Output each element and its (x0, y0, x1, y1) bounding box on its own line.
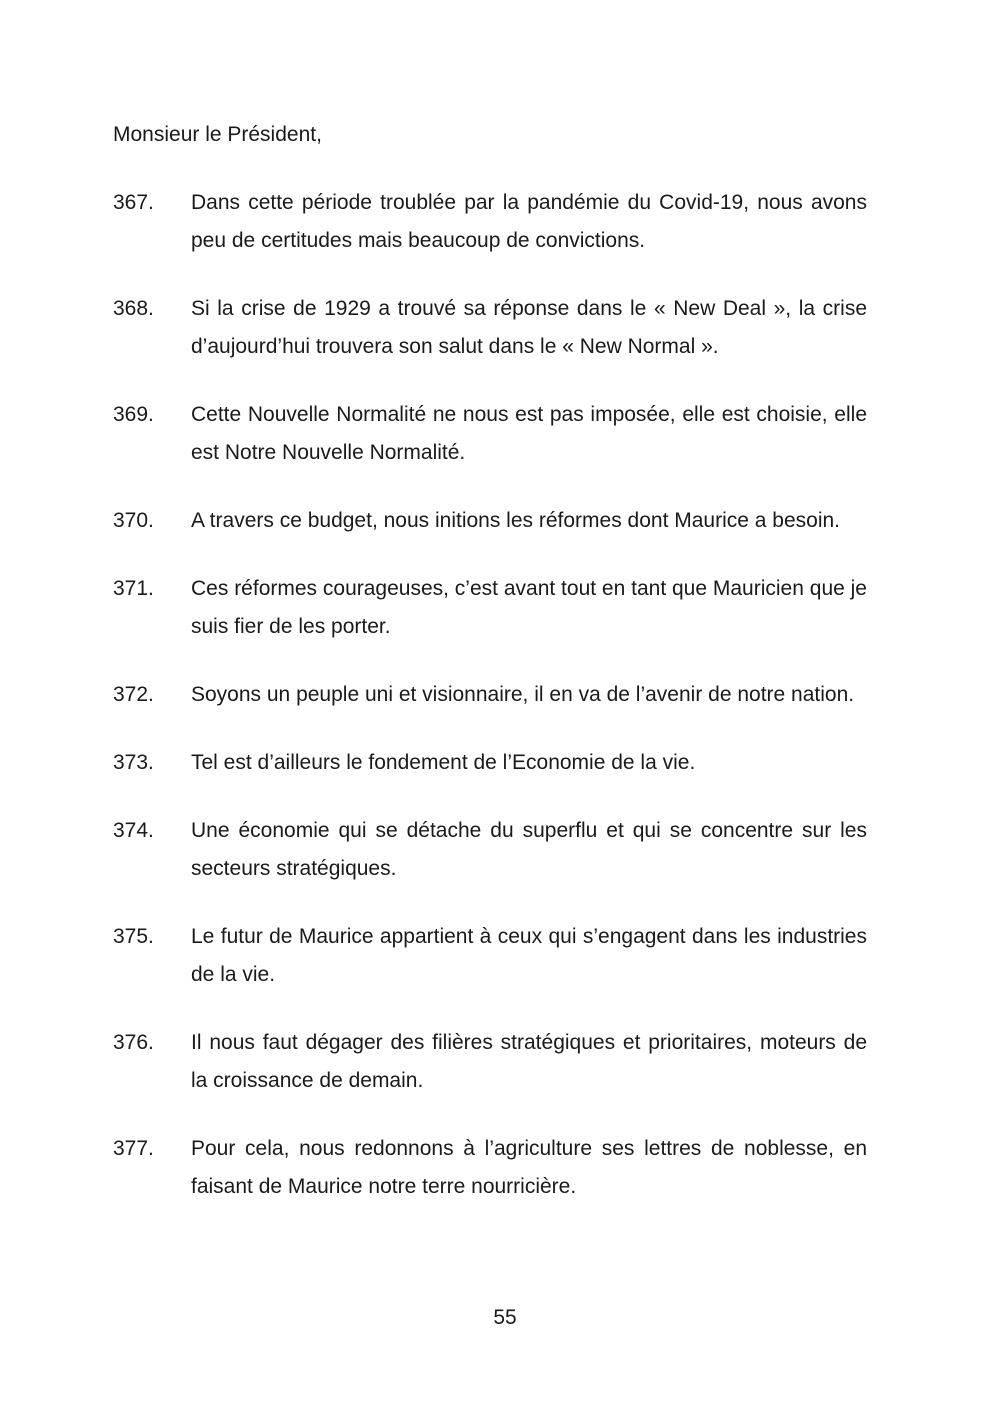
paragraph-number: 377. (113, 1137, 154, 1160)
numbered-paragraph (113, 570, 867, 646)
paragraph-list (113, 184, 867, 1236)
paragraph-number: 372. (113, 683, 154, 706)
paragraph-text: Dans cette période troublée par la pandémie du Covid-19, nous avons peu de certitudes mais beaucoup de convictions. (191, 191, 867, 252)
numbered-paragraph (113, 290, 867, 366)
paragraph-text: Une économie qui se détache du superflu et qui se concentre sur les secteurs stratégiques. (191, 819, 867, 880)
numbered-paragraph (113, 396, 867, 472)
paragraph-number: 373. (113, 751, 154, 774)
paragraph-number: 374. (113, 819, 154, 842)
paragraph-number: 369. (113, 403, 154, 426)
paragraph-text: Il nous faut dégager des filières stratégiques et prioritaires, moteurs de la croissance de demain. (191, 1031, 867, 1092)
numbered-paragraph (113, 184, 867, 260)
page-number: 55 (493, 1306, 517, 1329)
paragraph-text: Pour cela, nous redonnons à l’agriculture ses lettres de noblesse, en faisant de Maurice notre terre nourricière. (191, 1137, 867, 1198)
salutation: Monsieur le Président, (113, 123, 322, 146)
paragraph-number: 367. (113, 191, 154, 214)
numbered-paragraph (113, 1024, 867, 1100)
paragraph-text: Ces réformes courageuses, c’est avant tout en tant que Mauricien que je suis fier de les porter. (191, 577, 867, 638)
numbered-paragraph (113, 676, 867, 714)
numbered-paragraph (113, 744, 867, 782)
paragraph-text: Le futur de Maurice appartient à ceux qui s’engagent dans les industries de la vie. (191, 925, 867, 986)
numbered-paragraph (113, 502, 867, 540)
paragraph-text: Soyons un peuple uni et visionnaire, il en va de l’avenir de notre nation. (191, 683, 855, 706)
paragraph-number: 370. (113, 509, 154, 532)
paragraph-text: Si la crise de 1929 a trouvé sa réponse dans le « New Deal », la crise d’aujourd’hui trouvera son salut dans le « New Normal ». (191, 297, 867, 358)
paragraph-text: Cette Nouvelle Normalité ne nous est pas imposée, elle est choisie, elle est Notre Nouvelle Normalité. (191, 403, 867, 464)
paragraph-number: 376. (113, 1031, 154, 1054)
numbered-paragraph (113, 1130, 867, 1206)
paragraph-number: 371. (113, 577, 154, 600)
numbered-paragraph (113, 918, 867, 994)
paragraph-number: 375. (113, 925, 154, 948)
paragraph-number: 368. (113, 297, 154, 320)
numbered-paragraph (113, 812, 867, 888)
paragraph-text: A travers ce budget, nous initions les réformes dont Maurice a besoin. (191, 509, 841, 532)
paragraph-text: Tel est d’ailleurs le fondement de l’Economie de la vie. (191, 751, 696, 774)
